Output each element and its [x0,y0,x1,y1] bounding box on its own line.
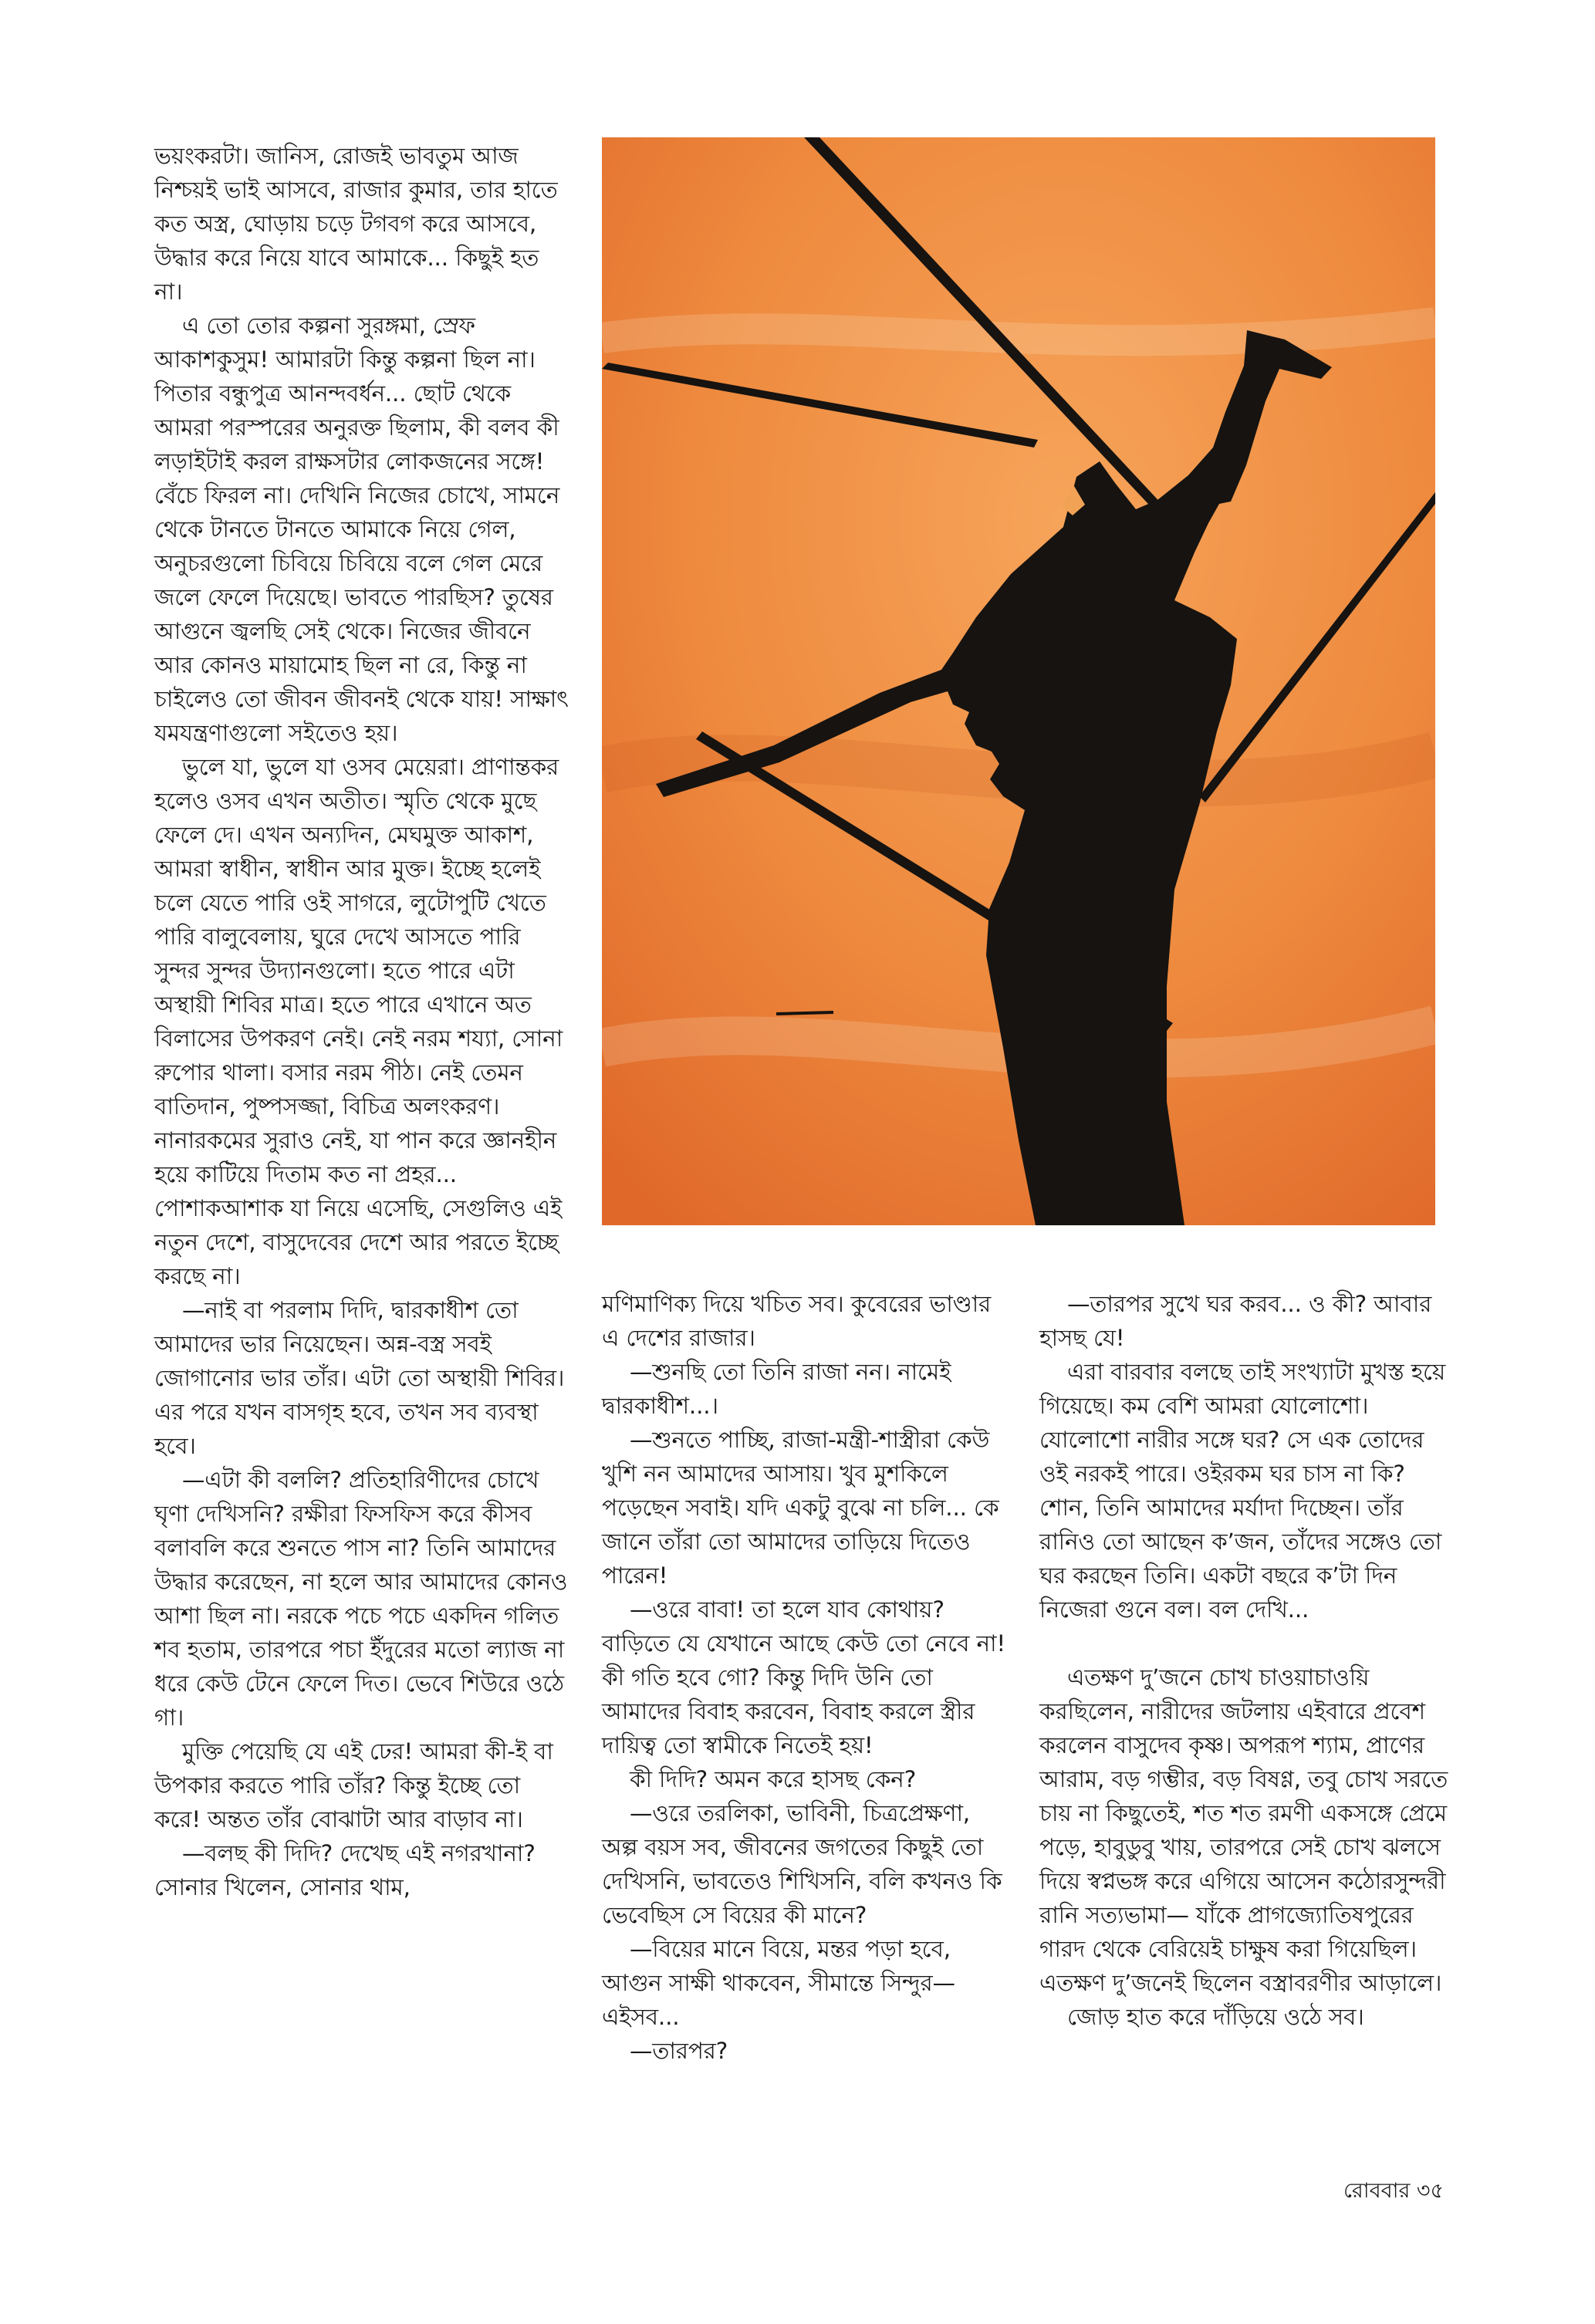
paragraph: —তারপর? [630,2038,728,2064]
paragraph: —তারপর সুখে ঘর করব... ও কী? আবার হাসছ যে! [1039,1291,1432,1351]
paragraph: —শুনতে পাচ্ছি, রাজা-মন্ত্রী-শাস্ত্রীরা কেউ খুশি নন আমাদের আসায়। খুব মুশকিলে পড়েছেন সবাই। যদি একটু বুঝে না চলি... কে জানে তাঁরা তো আমাদের তাড়িয়ে দিতেও পারেন! [602,1427,999,1589]
silhouette-painting-svg [602,137,1435,1225]
paragraph: মুক্তি পেয়েছি যে এই ঢের! আমরা কী-ই বা উপকার করতে পারি তাঁর? কিন্তু ইচ্ছে তো করে! অন্তত তাঁর বোঝাটা আর বাড়াব না। [154,1738,553,1833]
paragraph: এরা বারবার বলছে তাই সংখ্যাটা মুখস্ত হয়ে গিয়েছে। কম বেশি আমরা যোলোশো। যোলোশো নারীর সঙ্গে ঘর? সে এক তোদের ওই নরকই পারে। ওইরকম ঘর চাস না কি? শোন, তিনি আমাদের মর্যাদা দিচ্ছেন। তাঁর রানিও তো আছেন ক’জন, তাঁদের সঙ্গেও তো ঘর করছেন তিনি। একটা বছরে ক’টা দিন নিজেরা গুনে বল। বল দেখি... [1039,1359,1446,1623]
paragraph: ভুলে যা, ভুলে যা ওসব মেয়েরা। প্রাণান্তকর হলেও ওসব এখন অতীত। স্মৃতি থেকে মুছে ফেলে দে। এখন অন্যদিন, মেঘমুক্ত আকাশ, আমরা স্বাধীন, স্বাধীন আর মুক্ত। ইচ্ছে হলেই চলে যেতে পারি ওই সাগরে, লুটোপুটি খেতে পারি বালুবেলায়, ঘুরে দেখে আসতে পারি সুন্দর সুন্দর উদ্যানগুলো। হতে পারে এটা অস্থায়ী শিবির মাত্র। হতে পারে এখানে অত বিলাসের উপকরণ নেই। নেই নরম শয্যা, সোনা রুপোর থালা। বসার নরম পীঠ। নেই তেমন বাতিদান, পুষ্পসজ্জা, বিচিত্র অলংকরণ। নানারকমের সুরাও নেই, যা পান করে জ্ঞানহীন হয়ে কাটিয়ে দিতাম কত না প্রহর... পোশাকআশাক যা নিয়ে এসেছি, সেগুলিও এই নতুন দেশে, বাসুদেবের দেশে আর পরতে ইচ্ছে করছে না। [154,754,563,1289]
illustration-painting [602,137,1435,1225]
paragraph: —এটা কী বললি? প্রতিহারিণীদের চোখে ঘৃণা দেখিসনি? রক্ষীরা ফিসফিস করে কীসব বলাবলি করে শুনতে পাস না? তিনি আমাদের উদ্ধার করেছেন, না হলে আর আমাদের কোনও আশা ছিল না। নরকে পচে পচে একদিন গলিত শব হতাম, তারপরে পচা ইঁদুরের মতো ল্যাজ না ধরে কেউ টেনে ফেলে দিত। ভেবে শিউরে ওঠে গা। [154,1467,568,1731]
paragraph: —নাই বা পরলাম দিদি, দ্বারকাধীশ তো আমাদের ভার নিয়েছেন। অন্ন-বস্ত্র সবই জোগানোর ভার তাঁর। এটা তো অস্থায়ী শিবির। এর পরে যখন বাসগৃহ হবে, তখন সব ব্যবস্থা হবে। [154,1297,565,1459]
paragraph: —ওরে বাবা! তা হলে যাব কোথায়? বাড়িতে যে যেখানে আছে কেউ তো নেবে না! কী গতি হবে গো? কিন্তু দিদি উনি তো আমাদের বিবাহ করবেন, বিবাহ করলে স্ত্রীর দায়িত্ব তো স্বামীকে নিতেই হয়! [602,1596,1006,1758]
paragraph: —বিয়ের মানে বিয়ে, মন্তর পড়া হবে, আগুন সাক্ষী থাকবেন, সীমান্তে সিন্দুর— এইসব... [602,1936,955,2030]
paragraph: —শুনছি তো তিনি রাজা নন। নামেই দ্বারকাধীশ...। [602,1359,951,1419]
paragraph: মণিমাণিক্য দিয়ে খচিত সব। কুবেরের ভাণ্ডার এ দেশের রাজার। [602,1291,991,1351]
paragraph: কী দিদি? অমন করে হাসছ কেন? [630,1766,917,1792]
text-column-3 [1039,1287,1456,2034]
painting-dash-mark [776,1012,833,1014]
paragraph: —বলছ কী দিদি? দেখেছ এই নগরখানা? সোনার খিলেন, সোনার থাম, [154,1840,536,1900]
text-column-1 [154,139,571,1904]
page-folio: রোববার ৩৫ [1343,2179,1444,2203]
paragraph: এ তো তোর কল্পনা সুরঙ্গমা, স্রেফ আকাশকুসুম! আমারটা কিন্তু কল্পনা ছিল না। পিতার বন্ধুপুত্র আনন্দবর্ধন... ছোট থেকে আমরা পরস্পরের অনুরক্ত ছিলাম, কী বলব কী লড়াইটাই করল রাক্ষসটার লোকজনের সঙ্গে! বেঁচে ফিরল না। দেখিনি নিজের চোখে, সামনে থেকে টানতে টানতে আমাকে নিয়ে গেল, অনুচরগুলো চিবিয়ে চিবিয়ে বলে গেল মেরে জলে ফেলে দিয়েছে। ভাবতে পারছিস? তুষের আগুনে জ্বলছি সেই থেকে। নিজের জীবনে আর কোনও মায়ামোহ ছিল না রে, কিন্তু না চাইলেও তো জীবন জীবনই থেকে যায়! সাক্ষাৎ যমযন্ত্রণাগুলো সইতেও হয়। [154,312,569,746]
paragraph: এতক্ষণ দু’জনে চোখ চাওয়াচাওয়ি করছিলেন, নারীদের জটলায় এইবারে প্রবেশ করলেন বাসুদেব কৃষ্ণ। অপরূপ শ্যাম, প্রাণের আরাম, বড় গম্ভীর, বড় বিষণ্ণ, তবু চোখ সরতে চায় না কিছুতেই, শত শত রমণী একসঙ্গে প্রেমে পড়ে, হাবুডুবু খায়, তারপরে সেই চোখ ঝলসে দিয়ে স্বপ্নভঙ্গ করে এগিয়ে আসেন কঠোরসুন্দরী রানি সত্যভামা— যাঁকে প্রাগজ্যোতিষপুরের গারদ থেকে বেরিয়েই চাক্ষুষ করা গিয়েছিল। এতক্ষণ দু’জনেই ছিলেন বস্ত্রাবরণীর আড়ালে। [1039,1664,1448,1996]
text-column-2 [602,1287,1007,2068]
paragraph: ভয়ংকরটা। জানিস, রোজই ভাবতুম আজ নিশ্চয়ই ভাই আসবে, রাজার কুমার, তার হাতে কত অস্ত্র, ঘোড়ায় চড়ে টগবগ করে আসবে, উদ্ধার করে নিয়ে যাবে আমাকে... কিছুই হত না। [154,143,558,305]
paragraph: জোড় হাত করে দাঁড়িয়ে ওঠে সব। [1067,2004,1364,2030]
paragraph: —ওরে তরলিকা, ভাবিনী, চিত্রপ্রেক্ষণা, অল্প বয়স সব, জীবনের জগতের কিছুই তো দেখিসনি, ভাবতেও শিখিসনি, বলি কখনও কি ভেবেছিস সে বিয়ের কী মানে? [602,1800,1002,1928]
